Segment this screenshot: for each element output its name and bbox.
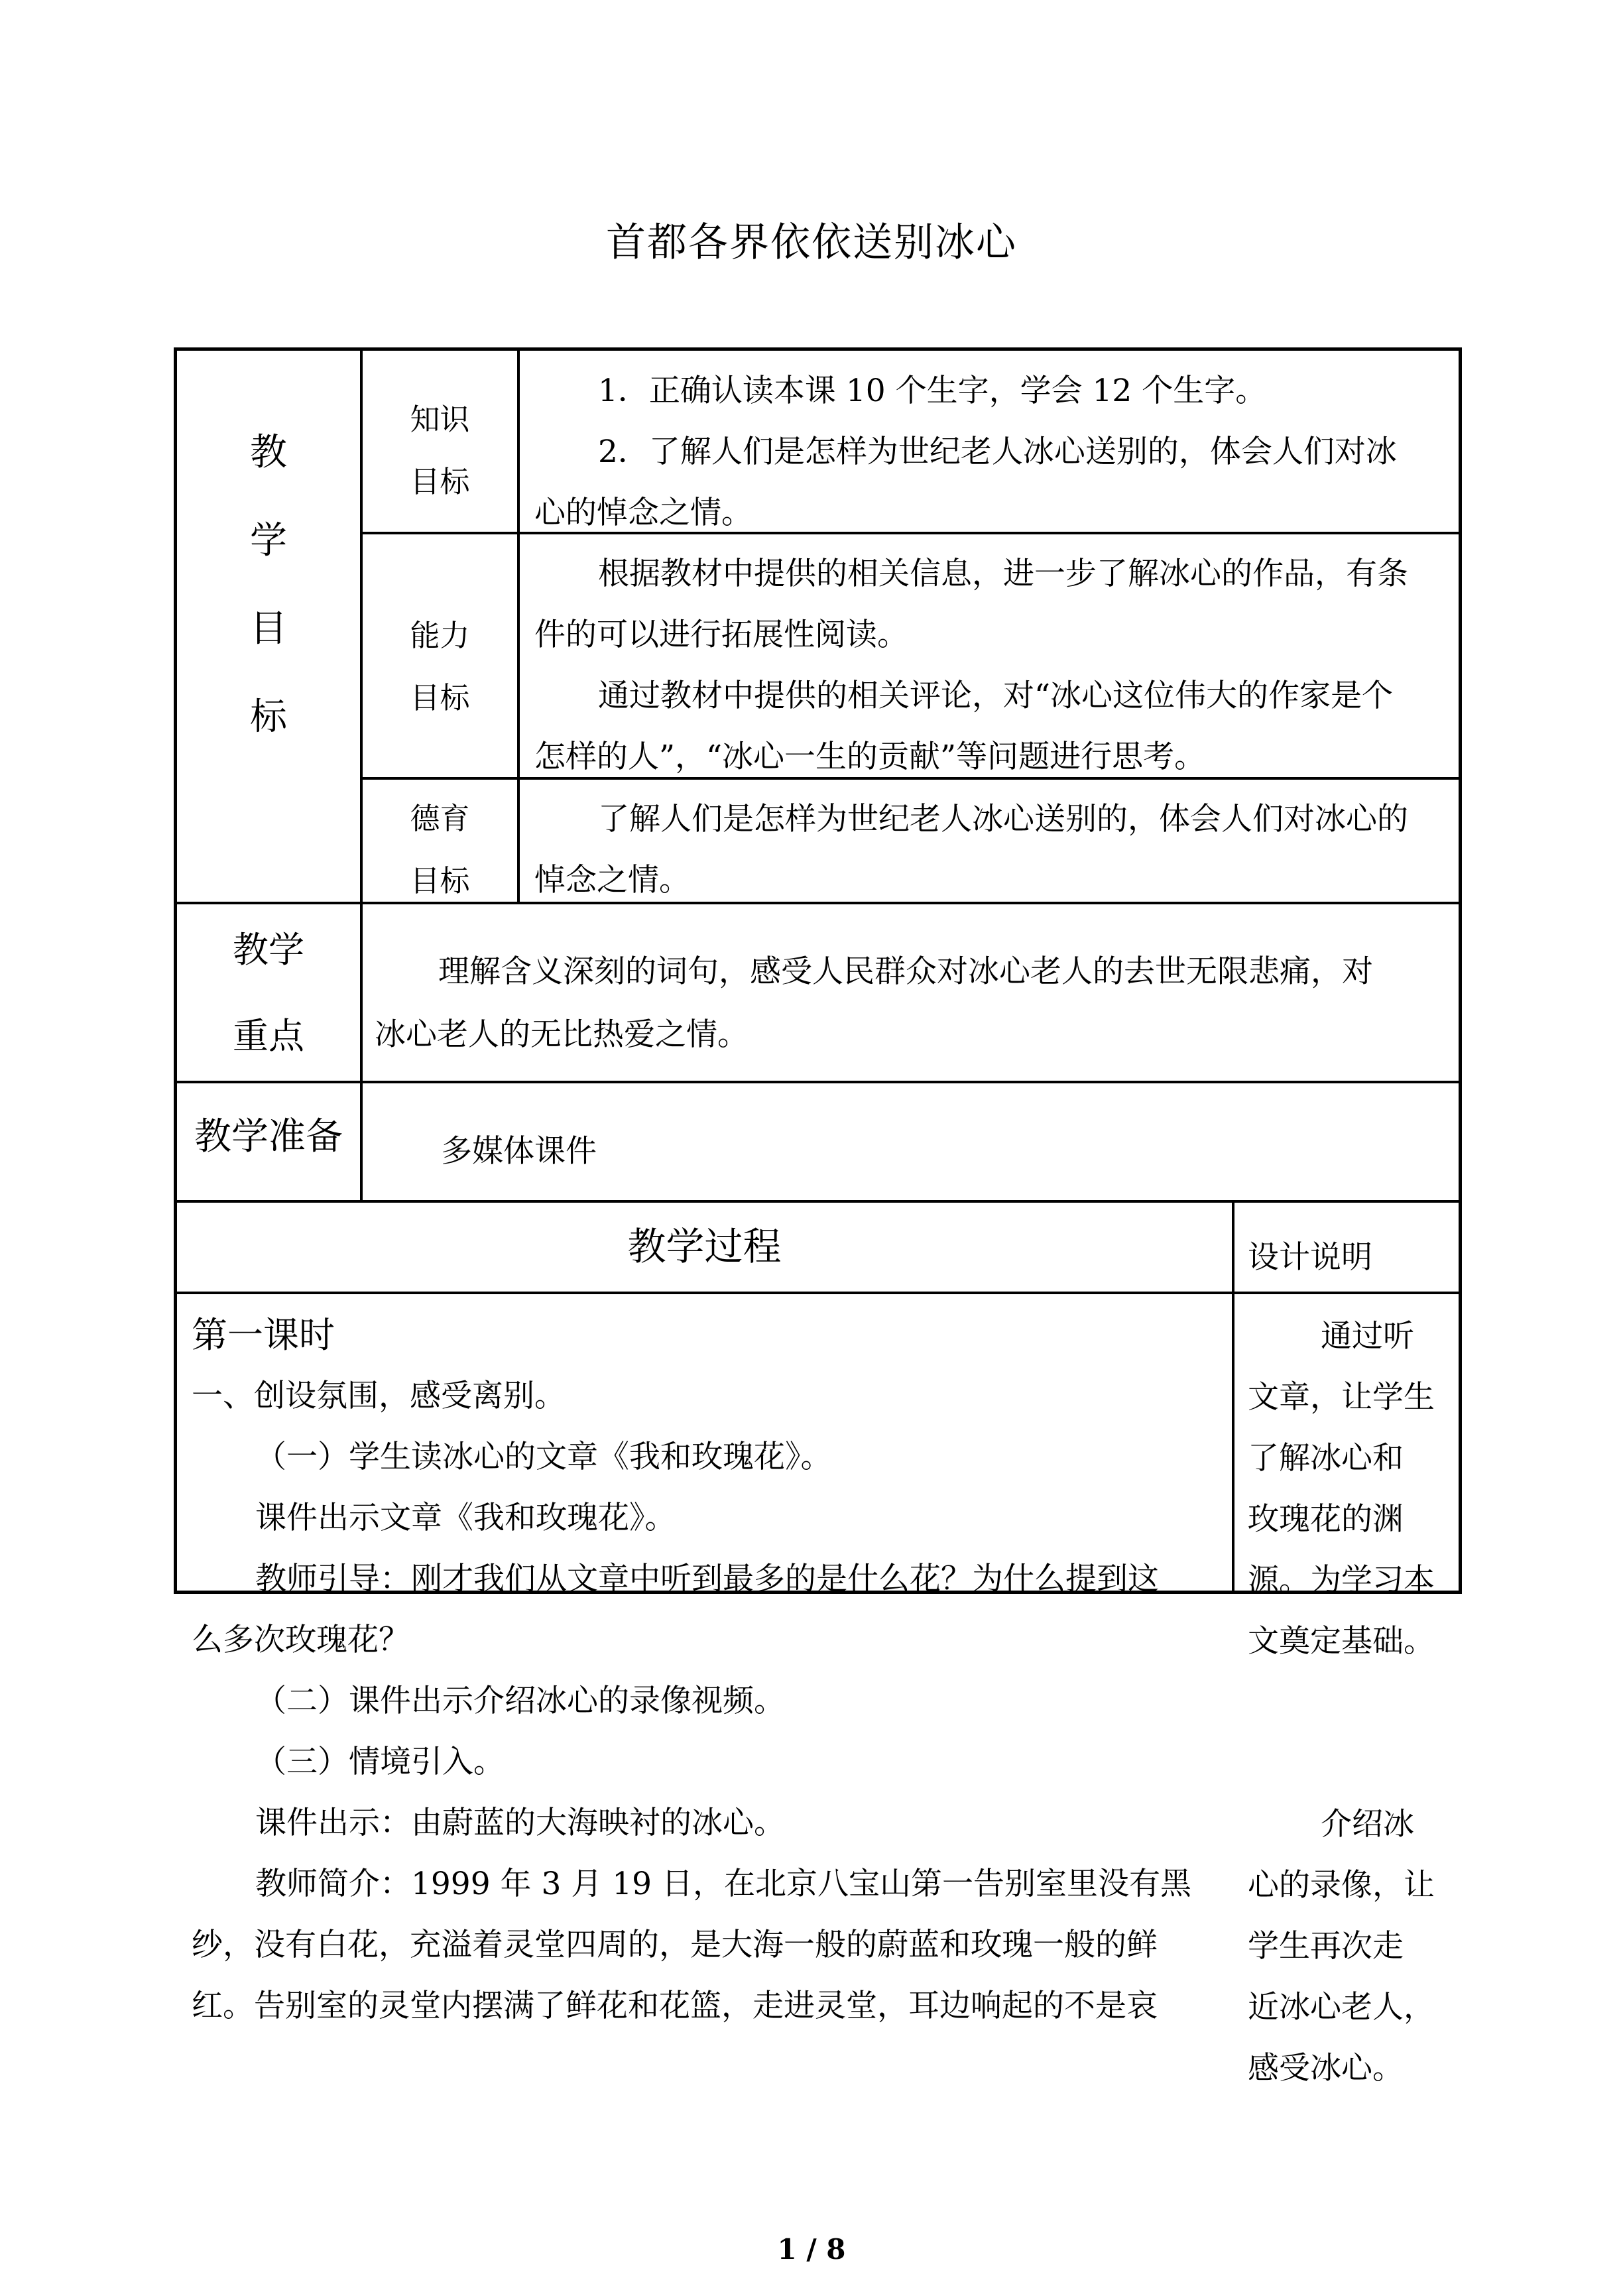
process-line: 教师引导：刚才我们从文章中听到最多的是什么花？为什么提到这	[255, 1561, 1159, 1597]
objectives-header-char: 学	[250, 519, 287, 562]
ability-line: 件的可以进行拓展性阅读。	[534, 617, 908, 653]
ability-content	[534, 544, 1456, 788]
design-note-line: 感受冰心。	[1248, 2050, 1404, 2086]
page-number: 1 / 8	[777, 2233, 846, 2266]
ability-label	[363, 605, 517, 729]
ability-label-line: 目标	[410, 680, 470, 715]
key-points-label	[177, 907, 360, 1079]
process-line: 么多次玫瑰花？	[192, 1622, 410, 1658]
key-points-label-line: 教学	[233, 929, 304, 971]
design-note-line: 心的录像，让	[1248, 1867, 1435, 1903]
design-note-line: 学生再次走	[1248, 1928, 1404, 1964]
objectives-header-char: 目	[250, 607, 287, 650]
process-line: （三）情境引入。	[255, 1744, 505, 1780]
key-points-label-line: 重点	[233, 1015, 304, 1057]
moral-label	[363, 788, 517, 912]
knowledge-label-line: 知识	[410, 402, 470, 437]
process-line: 一、创设氛围，感受离别。	[192, 1378, 566, 1414]
lesson-heading: 第一课时	[192, 1314, 335, 1356]
design-note-2	[1248, 1794, 1457, 2099]
design-note-line: 通过听	[1321, 1318, 1414, 1355]
objectives-header	[177, 408, 360, 761]
ability-label-line: 能力	[410, 618, 470, 653]
process-line: （二）课件出示介绍冰心的录像视频。	[255, 1683, 785, 1719]
process-header: 教学过程	[627, 1224, 782, 1269]
key-points-content	[375, 940, 1455, 1066]
ability-line: 怎样的人”，“冰心一生的贡献”等问题进行思考。	[534, 739, 1206, 775]
design-note-line: 介绍冰	[1321, 1806, 1414, 1843]
key-points-line: 理解含义深刻的词句，感受人民群众对冰心老人的去世无限悲痛，对	[438, 953, 1373, 990]
process-line: 课件出示：由蔚蓝的大海映衬的冰心。	[255, 1805, 785, 1841]
knowledge-line: 1．正确认读本课 10 个生字，学会 12 个生字。	[598, 373, 1267, 409]
process-content	[192, 1305, 1226, 2037]
knowledge-line: 2．了解人们是怎样为世纪老人冰心送别的，体会人们对冰	[598, 434, 1397, 470]
design-note-line: 近冰心老人，	[1248, 1989, 1435, 2025]
knowledge-content	[534, 361, 1456, 544]
ability-line: 通过教材中提供的相关评论，对“冰心这位伟大的作家是个	[598, 678, 1394, 714]
objectives-header-char: 教	[250, 431, 287, 474]
knowledge-label-line: 目标	[410, 464, 470, 499]
process-line: 教师简介：1999 年 3 月 19 日，在北京八宝山第一告别室里没有黑	[255, 1866, 1192, 1902]
design-note-line: 文奠定基础。	[1248, 1623, 1435, 1660]
moral-line: 悼念之情。	[534, 862, 690, 898]
preparation-label: 教学准备	[194, 1115, 343, 1158]
design-note-line: 源。为学习本	[1248, 1562, 1435, 1599]
ability-line: 根据教材中提供的相关信息，进一步了解冰心的作品，有条	[598, 556, 1408, 592]
knowledge-line: 心的悼念之情。	[534, 495, 752, 531]
knowledge-label	[363, 389, 517, 513]
page-title: 首都各界依依送别冰心	[606, 219, 1017, 266]
process-line: 红。告别室的灵堂内摆满了鲜花和花篮，走进灵堂，耳边响起的不是哀	[192, 1988, 1158, 2024]
design-note-line: 文章，让学生	[1248, 1379, 1435, 1416]
notes-header: 设计说明	[1248, 1239, 1372, 1276]
key-points-line: 冰心老人的无比热爱之情。	[375, 1016, 749, 1053]
process-line: 纱，没有白花，充溢着灵堂四周的，是大海一般的蔚蓝和玫瑰一般的鲜	[192, 1927, 1158, 1963]
process-line: 课件出示文章《我和玫瑰花》。	[255, 1500, 676, 1536]
moral-content	[534, 789, 1456, 911]
moral-label-line: 德育	[410, 801, 470, 836]
design-note-line: 玫瑰花的渊	[1248, 1501, 1404, 1538]
objectives-header-char: 标	[250, 695, 287, 739]
process-line: （一）学生读冰心的文章《我和玫瑰花》。	[255, 1439, 832, 1475]
design-note-line: 了解冰心和	[1248, 1440, 1404, 1477]
moral-line: 了解人们是怎样为世纪老人冰心送别的，体会人们对冰心的	[598, 801, 1408, 837]
preparation-content: 多媒体课件	[441, 1133, 597, 1170]
moral-label-line: 目标	[410, 863, 470, 898]
design-note-1	[1248, 1306, 1457, 1672]
